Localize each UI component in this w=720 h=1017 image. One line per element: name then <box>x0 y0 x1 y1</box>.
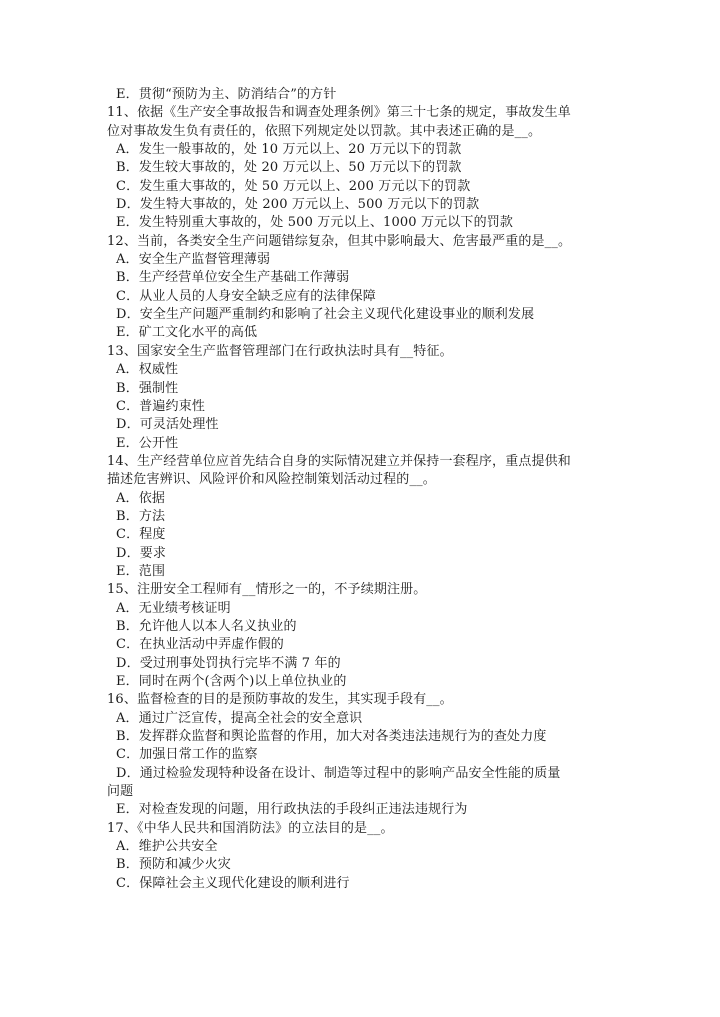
answer-option-line: B．预防和减少火灾 <box>116 857 231 873</box>
answer-option-line: B．发生较大事故的，处 20 万元以上、50 万元以下的罚款 <box>116 160 462 176</box>
answer-option-line: E．公开性 <box>116 435 179 451</box>
question-text-line: 14、生产经营单位应首先结合自身的实际情况建立并保持一套程序，重点提供和 <box>107 453 571 469</box>
answer-option-line: C．程度 <box>116 527 166 543</box>
question-text-line: 问题 <box>107 784 134 800</box>
answer-option-line: A．安全生产监督管理薄弱 <box>116 252 271 268</box>
answer-option-line: A．权威性 <box>116 362 179 378</box>
answer-option-line: B．发挥群众监督和舆论监督的作用，加大对各类违法违规行为的查处力度 <box>116 729 547 745</box>
answer-option-line: A．维护公共安全 <box>116 839 218 855</box>
answer-option-line: B．强制性 <box>116 380 179 396</box>
answer-option-line: C．保障社会主义现代化建设的顺利进行 <box>116 875 350 891</box>
question-text-line: 16、监督检查的目的是预防事故的发生，其实现手段有__。 <box>107 692 453 708</box>
answer-option-line: E．范围 <box>116 563 166 579</box>
answer-option-line: C．普遍约束性 <box>116 398 205 414</box>
answer-option-line: D．通过检验发现特种设备在设计、制造等过程中的影响产品安全性能的质量 <box>116 765 561 781</box>
answer-option-line: B．允许他人以本人名义执业的 <box>116 618 297 634</box>
question-text-line: 11、依据《生产安全事故报告和调查处理条例》第三十七条的规定，事故发生单 <box>107 105 571 121</box>
question-text-line: 12、当前，各类安全生产问题错综复杂，但其中影响最大、危害最严重的是__。 <box>107 233 572 249</box>
question-text-line: 17、《中华人民共和国消防法》的立法目的是__。 <box>107 820 394 836</box>
answer-option-line: C．在执业活动中弄虚作假的 <box>116 637 284 653</box>
answer-option-line: A．通过广泛宣传，提高全社会的安全意识 <box>116 710 363 726</box>
question-text-line: 位对事故发生负有责任的，依照下列规定处以罚款。其中表述正确的是__。 <box>107 123 542 139</box>
answer-option-line: D．可灵活处理性 <box>116 417 219 433</box>
question-text-line: 13、国家安全生产监督管理部门在行政执法时具有__特征。 <box>107 343 453 359</box>
question-text-line: 15、注册安全工程师有__情形之一的，不予续期注册。 <box>107 582 427 598</box>
answer-option-line: C．从业人员的人身安全缺乏应有的法律保障 <box>116 288 376 304</box>
answer-option-line: B．生产经营单位安全生产基础工作薄弱 <box>116 270 350 286</box>
answer-option-line: B．方法 <box>116 508 166 524</box>
answer-option-line: E．对检查发现的问题，用行政执法的手段纠正违法违规行为 <box>116 802 468 818</box>
answer-option-line: D．安全生产问题严重制约和影响了社会主义现代化建设事业的顺利发展 <box>116 307 535 323</box>
answer-option-line: D．受过刑事处罚执行完毕不满 7 年的 <box>116 655 341 671</box>
answer-option-line: D．要求 <box>116 545 167 561</box>
answer-option-line: E．贯彻“预防为主、防消结合”的方针 <box>116 87 337 102</box>
answer-option-line: C．加强日常工作的监察 <box>116 747 258 763</box>
answer-option-line: C．发生重大事故的，处 50 万元以上、200 万元以下的罚款 <box>116 178 471 194</box>
answer-option-line: E．矿工文化水平的高低 <box>116 325 258 341</box>
document-page <box>107 86 617 893</box>
answer-option-line: D．发生特大事故的，处 200 万元以上、500 万元以下的罚款 <box>116 197 480 213</box>
answer-option-line: A．依据 <box>116 490 165 506</box>
answer-option-line: A．无业绩考核证明 <box>116 600 231 616</box>
answer-option-line: A．发生一般事故的，处 10 万元以上、20 万元以下的罚款 <box>116 142 462 158</box>
answer-option-line: E．发生特别重大事故的，处 500 万元以上、1000 万元以下的罚款 <box>116 215 514 231</box>
answer-option-line: E．同时在两个(含两个)以上单位执业的 <box>116 674 347 689</box>
question-text-line: 描述危害辨识、风险评价和风险控制策划活动过程的__。 <box>107 472 436 488</box>
